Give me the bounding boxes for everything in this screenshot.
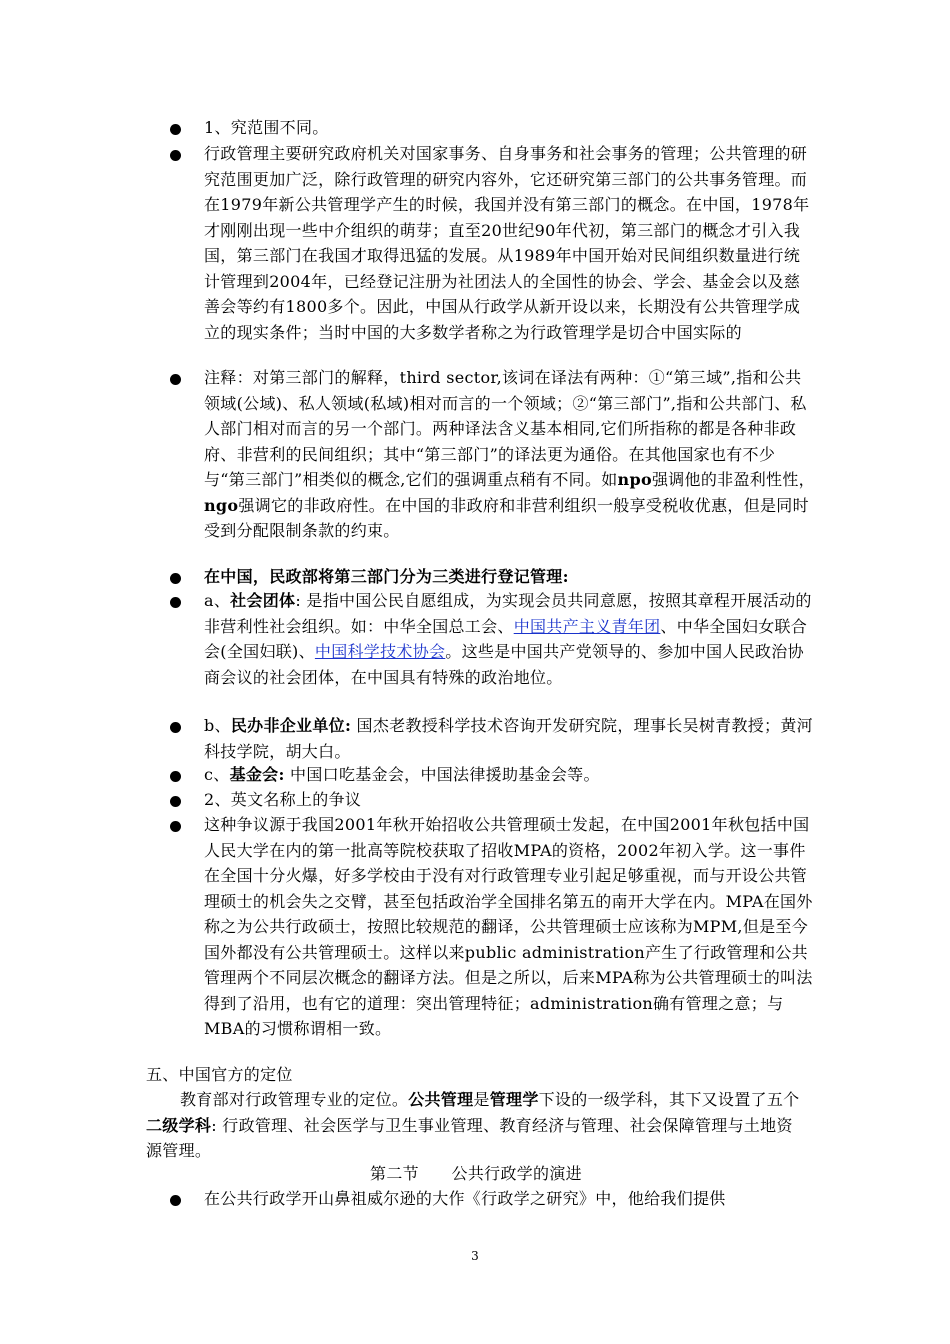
list-item bbox=[176, 141, 816, 345]
list-item bbox=[176, 365, 816, 544]
item-text: 注释：对第三部门的解释，third sector,该词在译法有两种：①“第三域”,指和公共领域(公域)、私人领域(私域)相对而言的一个领域；②“第三部门”,指和公共部门、私人部门相对而言的另一个部门。两种译法含义基本相同,它们所指称的都是各种非政府、非营利的民间组织；其中“第三部门”的译法更为通俗。在其他国家也有不少与“第三部门”相类似的概念,它们的强调重点稍有不同。如npo强调他的非盈利性性，ngo强调它的非政府性。在中国的非政府和非营利组织一般享受税收优惠，但是同时受到分配限制条款的约束。 bbox=[204, 368, 815, 540]
bullet-icon bbox=[170, 597, 181, 608]
item-text: 行政管理主要研究政府机关对国家事务、自身事务和社会事务的管理；公共管理的研究范围更加广泛，除行政管理的研究内容外，它还研究第三部门的公共事务管理。而在1979年新公共管理学产生的时候，我国并没有第三部门的概念。在中国，1978年才刚刚出现一些中介组织的萌芽；直至20世纪90年代初，第三部门的概念才引入我国，第三部门在我国才取得迅猛的发展。从1989年中国开始对民间组织数量进行统计管理到2004年，已经登记注册为社团法人的全国性的协会、学会、基金会以及慈善会等约有1800多个。因此，中国从行政学从新开设以来，长期没有公共管理学成立的现实条件；当时中国的大多数学者称之为行政管理学是切合中国实际的 bbox=[204, 144, 810, 342]
item-text: a、社会团体: 是指中国公民自愿组成，为实现会员共同意愿，按照其章程开展活动的非营利性社会组织。如：中华全国总工会、中国共产主义青年团、中华全国妇女联合会(全国妇联)、中国科学技术协会。这些是中国共产党领导的、参加中国人民政治协商会议的社会团体，在中国具有特殊的政治地位。 bbox=[204, 591, 812, 687]
bullet-icon bbox=[170, 150, 181, 161]
list-item bbox=[176, 588, 816, 690]
item-text: 这种争议源于我国2001年秋开始招收公共管理硕士发起，在中国2001年秋包括中国人民大学在内的第一批高等院校获取了招收MPA的资格，2002年初入学。这一事件在全国十分火爆，好多学校由于没有对行政管理专业引起足够重视，而与开设公共管理硕士的机会失之交臂，甚至包括政治学全国排名第五的南开大学在内。MPA在国外称之为公共行政硕士，按照比较规范的翻译，公共管理硕士应该称为MPM,但是至今国外都没有公共管理硕士。这样以来public administration产生了行政管理和公共管理两个不同层次概念的翻译方法。但是之所以，后来MPA称为公共管理硕士的叫法得到了沿用，也有它的道理：突出管理特征；administration确有管理之意；与MBA的习惯称谓相一致。 bbox=[204, 815, 813, 1038]
section-title: 第二节 公共行政学的演进 bbox=[370, 1164, 582, 1183]
bullet-icon bbox=[170, 124, 181, 135]
item-text: 在中国，民政部将第三部门分为三类进行登记管理: bbox=[204, 567, 569, 586]
bullet-icon bbox=[170, 1195, 181, 1206]
list-item bbox=[176, 115, 816, 141]
page-number: 3 bbox=[471, 1249, 479, 1263]
bullet-icon bbox=[170, 821, 181, 832]
link-china-science-association[interactable]: 中国科学技术协会 bbox=[314, 642, 446, 661]
list-item bbox=[176, 812, 816, 1042]
item-text: 2、英文名称上的争议 bbox=[204, 790, 362, 809]
item-text: b、民办非企业单位: 国杰老教授科学技术咨询开发研究院，理事长吴树青教授；黄河科技学院，胡大白。 bbox=[204, 716, 813, 761]
bullet-icon bbox=[170, 722, 181, 733]
item-text: 1、究范围不同。 bbox=[204, 118, 329, 137]
list-item bbox=[176, 1186, 816, 1212]
bullet-icon bbox=[170, 771, 181, 782]
bullet-icon bbox=[170, 573, 181, 584]
list-item bbox=[176, 787, 816, 813]
bullet-icon bbox=[170, 796, 181, 807]
section-paragraph: 教育部对行政管理专业的定位。公共管理是管理学下设的一级学科，其下又设置了五个二级学科: 行政管理、社会医学与卫生事业管理、教育经济与管理、社会保障管理与土地资源管理。 bbox=[146, 1090, 800, 1160]
bullet-icon bbox=[170, 374, 181, 385]
item-text: c、基金会: 中国口吃基金会，中国法律援助基金会等。 bbox=[204, 765, 600, 784]
list-item bbox=[176, 762, 816, 788]
list-item bbox=[176, 564, 816, 590]
list-item bbox=[176, 713, 816, 764]
link-communist-youth-league[interactable]: 中国共产主义青年团 bbox=[513, 616, 661, 636]
section-heading: 五、中国官方的定位 bbox=[146, 1065, 293, 1084]
item-text: 在公共行政学开山鼻祖威尔逊的大作《行政学之研究》中，他给我们提供 bbox=[204, 1189, 726, 1208]
